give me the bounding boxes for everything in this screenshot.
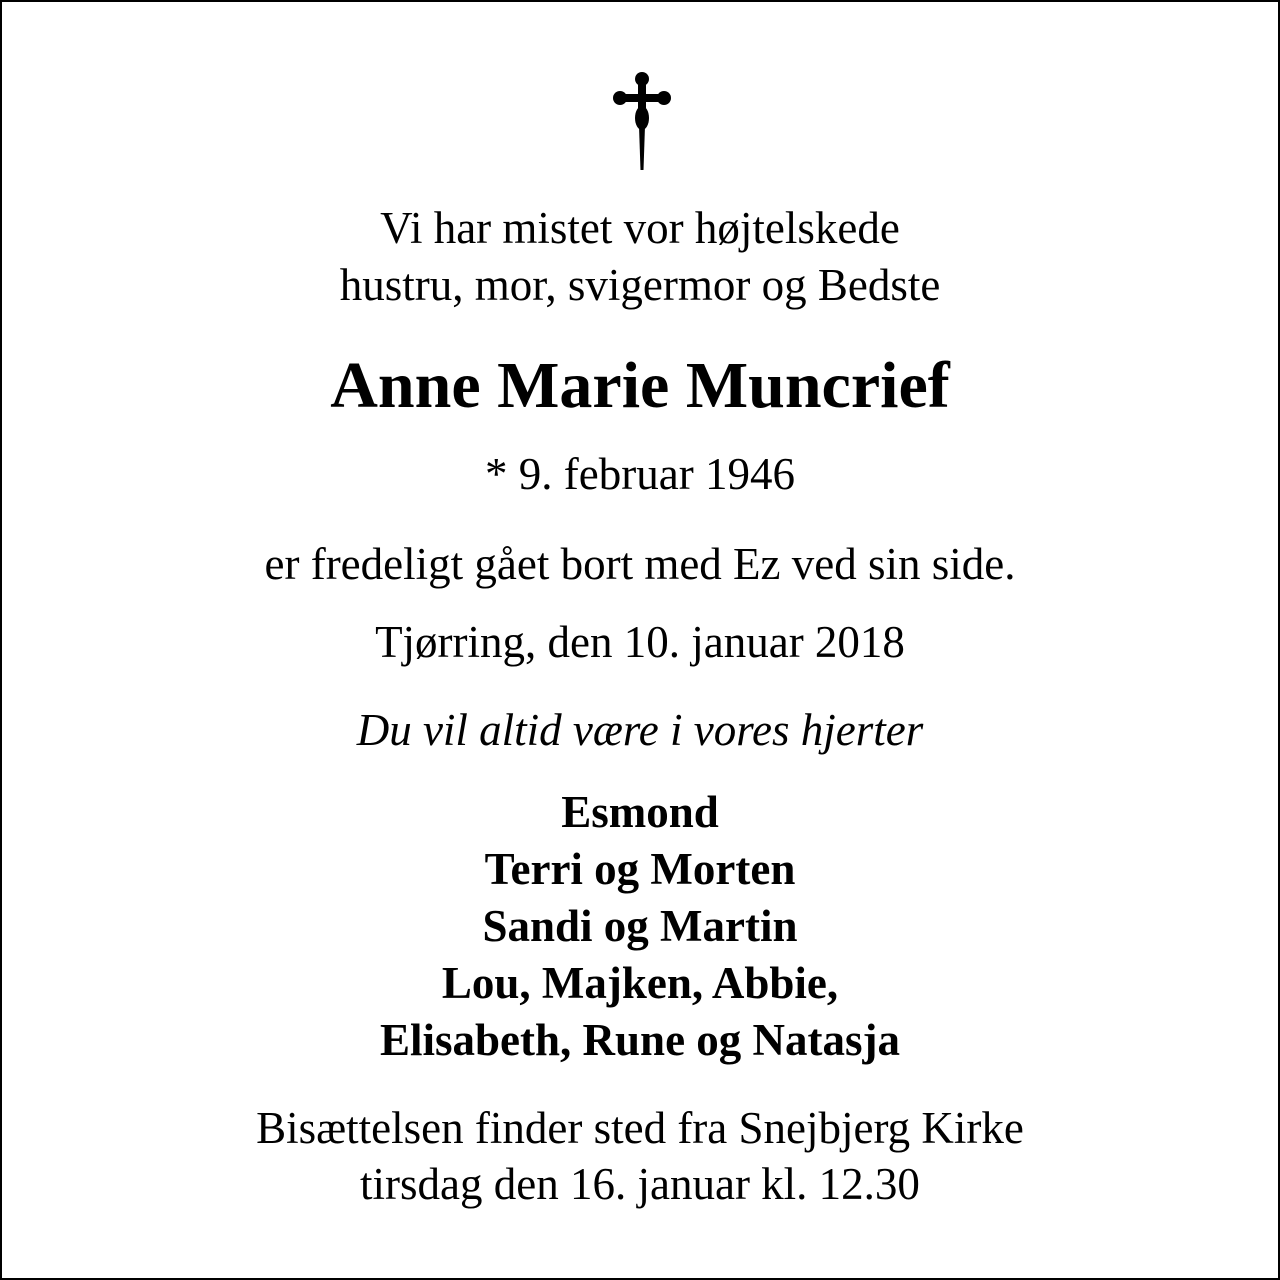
memorial-motto: Du vil altid være i vores hjerter <box>356 705 924 755</box>
passing-statement: er fredeligt gået bort med Ez ved sin side. <box>264 539 1016 589</box>
family-line: Elisabeth, Rune og Natasja <box>379 1015 901 1065</box>
intro-line-2: hustru, mor, svigermor og Bedste <box>339 260 941 310</box>
family-line: Lou, Majken, Abbie, <box>441 958 839 1008</box>
intro-line-1: Vi har mistet vor højtelskede <box>380 203 900 253</box>
family-signatures <box>2 784 1278 1069</box>
deceased-name: Anne Marie Muncrief <box>330 349 950 422</box>
family-line: Terri og Morten <box>484 844 796 894</box>
funeral-line-1: Bisættelsen finder sted fra Snejbjerg Kirke <box>256 1103 1024 1153</box>
funeral-info <box>2 1100 1278 1212</box>
cross-icon <box>610 70 674 174</box>
birth-date: * 9. februar 1946 <box>485 449 795 499</box>
family-line: Esmond <box>561 787 719 837</box>
place-and-date: Tjørring, den 10. januar 2018 <box>375 617 905 667</box>
family-line: Sandi og Martin <box>482 901 798 951</box>
funeral-line-2: tirsdag den 16. januar kl. 12.30 <box>360 1159 920 1209</box>
intro-text <box>2 200 1278 314</box>
